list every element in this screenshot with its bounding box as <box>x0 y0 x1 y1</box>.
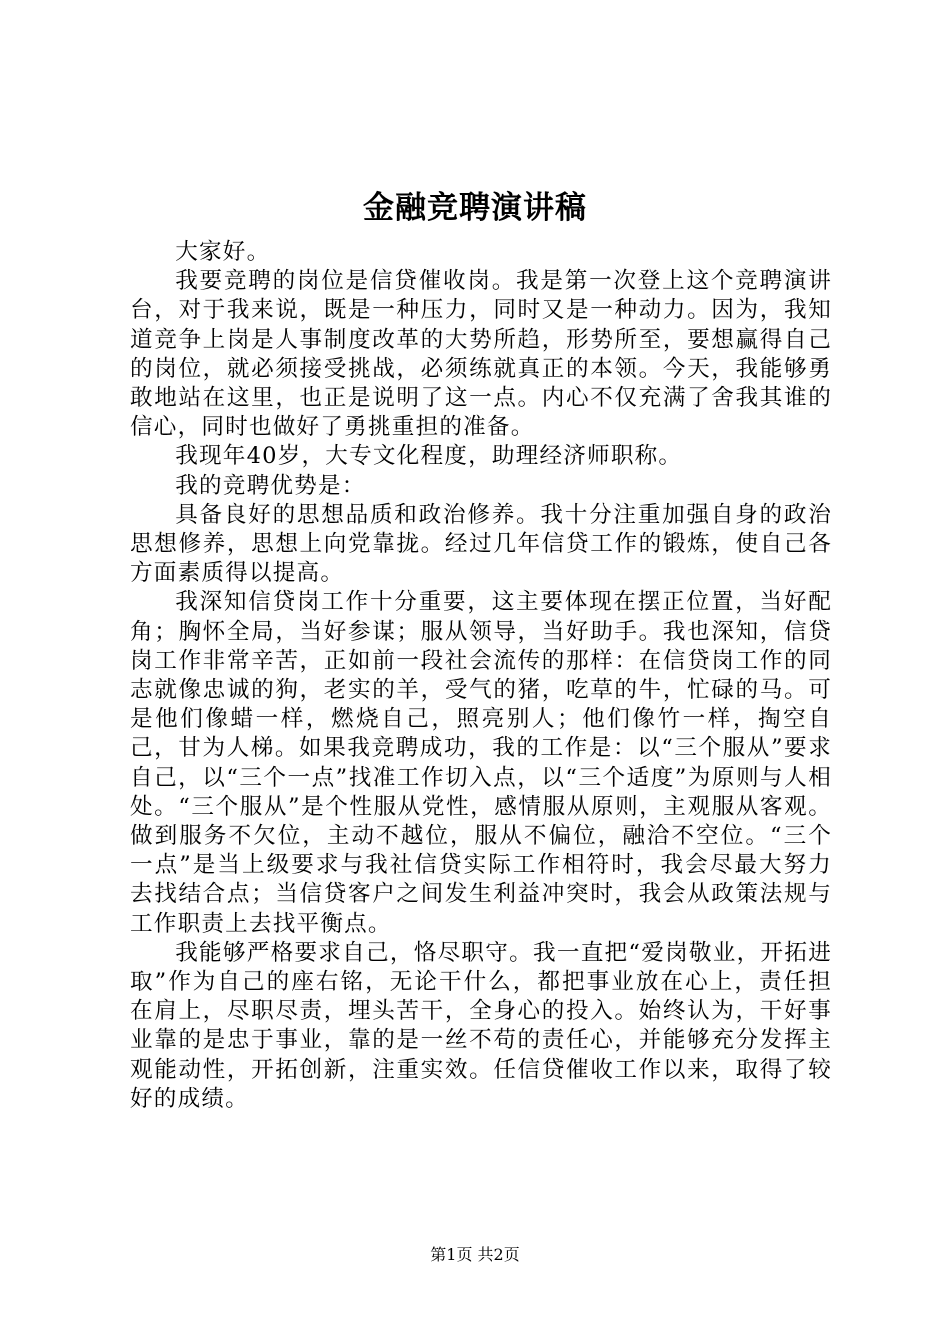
paragraph-advantage-discipline: 我能够严格要求自己，恪尽职守。我一直把“爱岗敬业，开拓进取”作为自己的座右铭，无论干什么，都把事业放在心上，责任担在肩上，尽职尽责，埋头苦干，全身心的投入。始终认为，干好事业靠的是忠于事业，靠的是一丝不苟的责任心，并能够充分发挥主观能动性，开拓创新，注重实效。任信贷催收工作以来，取得了较好的成绩。 <box>130 939 832 1112</box>
document-title: 金融竞聘演讲稿 <box>363 190 587 226</box>
paragraph-personal-info: 我现年40岁，大专文化程度，助理经济师职称。 <box>175 443 683 470</box>
paragraph-advantage-quality: 具备良好的思想品质和政治修养。我十分注重加强自身的政治思想修养，思想上向党靠拢。经过几年信贷工作的锻炼，使自己各方面素质得以提高。 <box>130 501 832 587</box>
document-body <box>130 238 832 1114</box>
paragraph-advantages-heading: 我的竞聘优势是： <box>175 472 366 499</box>
paragraph-intro: 我要竞聘的岗位是信贷催收岗。我是第一次登上这个竞聘演讲台，对于我来说，既是一种压力，同时又是一种动力。因为，我知道竞争上岗是人事制度改革的大势所趋，形势所至，要想赢得自己的岗位，就必须接受挑战，必须练就真正的本领。今天，我能够勇敢地站在这里，也正是说明了这一点。内心不仅充满了舍我其谁的信心，同时也做好了勇挑重担的准备。 <box>130 268 832 441</box>
page-footer: 第1页 共2页 <box>430 1245 520 1264</box>
paragraph-advantage-understanding: 我深知信贷岗工作十分重要，这主要体现在摆正位置，当好配角；胸怀全局，当好参谋；服从领导，当好助手。我也深知，信贷岗工作非常辛苦，正如前一段社会流传的那样：在信贷岗工作的同志就像忠诚的狗，老实的羊，受气的猪，吃草的牛，忙碌的马。可是他们像蜡一样，燃烧自己，照亮别人；他们像竹一样，掏空自己，甘为人梯。如果我竞聘成功，我的工作是：以“三个服从”要求自己，以“三个一点”找准工作切入点，以“三个适度”为原则与人相处。“三个服从”是个性服从党性，感情服从原则，主观服从客观。做到服务不欠位，主动不越位，服从不偏位，融洽不空位。“三个一点”是当上级要求与我社信贷实际工作相符时，我会尽最大努力去找结合点；当信贷客户之间发生利益冲突时，我会从政策法规与工作职责上去找平衡点。 <box>130 589 832 937</box>
paragraph-greeting: 大家好。 <box>175 239 271 265</box>
